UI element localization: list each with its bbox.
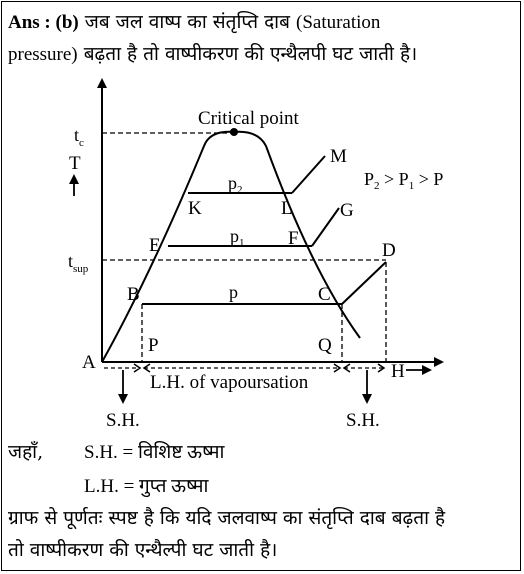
y-axis-label: T xyxy=(69,153,81,174)
answer-line-1-text: जब जल वाष्प का संतृप्ति दाब xyxy=(84,11,290,33)
point-E: E xyxy=(149,235,161,256)
legend-lh-definition: L.H. = गुप्त ऊष्मा xyxy=(84,476,209,497)
x-axis-label: H xyxy=(391,361,405,382)
isobar-p-label: p xyxy=(229,282,238,302)
line-FG xyxy=(312,208,339,246)
point-F: F xyxy=(288,228,299,249)
pressure-relation: $P_2 > P_1 > P$ xyxy=(364,169,444,192)
point-D: D xyxy=(382,240,396,261)
point-K: K xyxy=(188,198,202,219)
critical-point-marker xyxy=(230,128,238,136)
conclusion-line-2: तो वाष्पीकरण की एन्थैल्पी घट जाती है। xyxy=(8,539,278,561)
isobar-p1-label: $p_1$ xyxy=(230,226,245,249)
point-L: L xyxy=(281,198,293,219)
answer-line-1 xyxy=(8,8,380,34)
answer-line-2-paren: pressure) xyxy=(8,44,78,65)
tick-tc: $t_c$ xyxy=(74,125,84,149)
legend-where-label: जहाँ, xyxy=(8,441,44,463)
isobar-p2-label: $p_2$ xyxy=(228,173,243,196)
tick-tsup: $t_{sup}$ xyxy=(68,251,89,275)
point-C: C xyxy=(318,284,331,305)
line-CD xyxy=(342,262,386,304)
answer-line-1-paren: (Saturation xyxy=(296,12,381,33)
answer-line-2 xyxy=(8,40,417,66)
point-P: P xyxy=(148,335,159,356)
answer-line-2-text: बढ़ता है तो वाष्पीकरण की एन्थैलपी घट जाती है। xyxy=(83,43,418,65)
answer-card xyxy=(1,1,521,571)
line-LM xyxy=(292,156,325,193)
point-A: A xyxy=(82,352,96,373)
point-M: M xyxy=(330,146,347,167)
conclusion-line-1: ग्राफ से पूर्णतः स्पष्ट है कि यदि जलवाष्प का संतृप्ति दाब बढ़ता है xyxy=(8,507,446,529)
point-G: G xyxy=(340,200,354,221)
sh-left-label: S.H. xyxy=(106,410,140,431)
critical-point-label: Critical point xyxy=(198,108,299,129)
answer-label: Ans : (b) xyxy=(8,12,79,33)
point-B: B xyxy=(127,284,140,305)
temperature-enthalpy-diagram xyxy=(2,72,520,434)
point-Q: Q xyxy=(318,335,332,356)
lh-label: L.H. of vapoursation xyxy=(150,372,309,393)
legend-sh-definition: S.H. = विशिष्ट ऊष्मा xyxy=(84,442,225,463)
sh-right-label: S.H. xyxy=(346,410,380,431)
